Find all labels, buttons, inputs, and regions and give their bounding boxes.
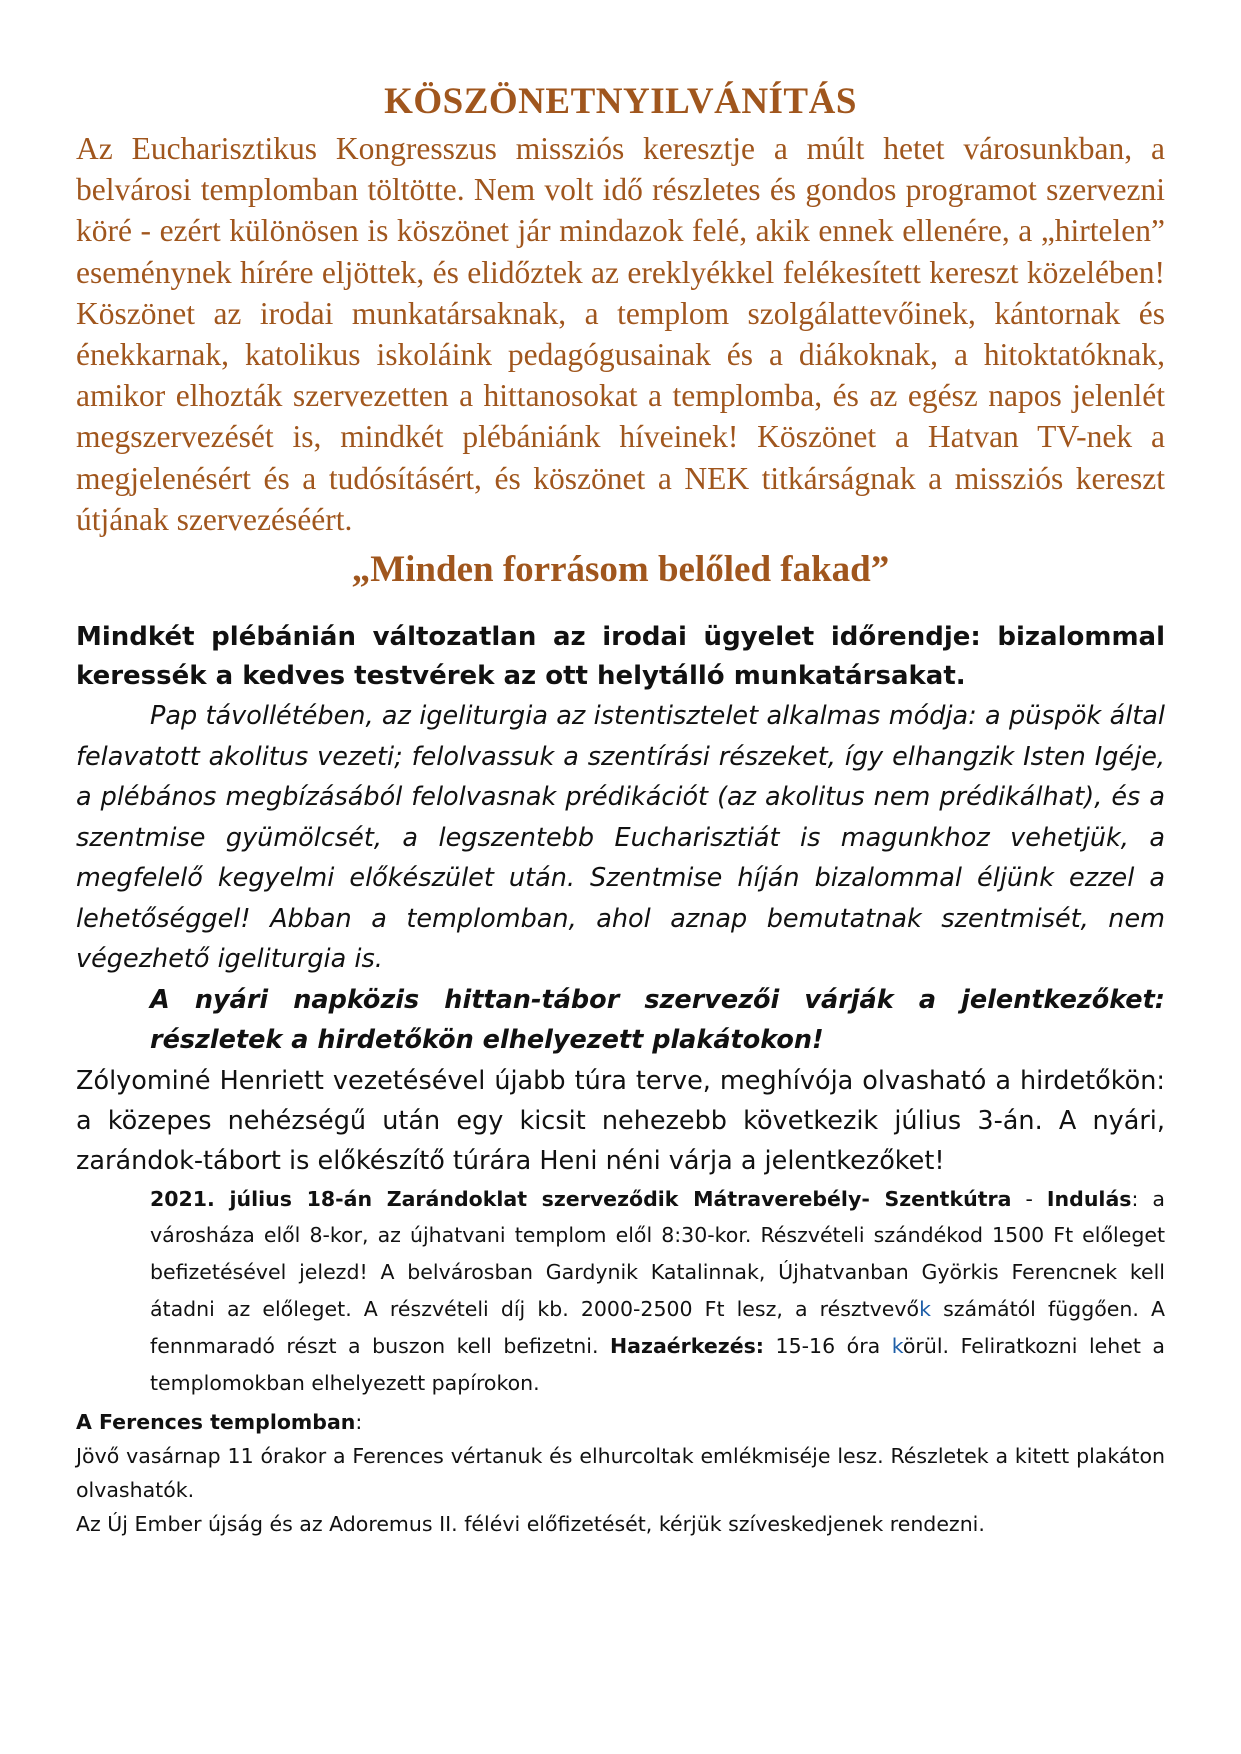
pilgrimage-blue-letter-1: k xyxy=(919,1296,931,1321)
pilgrimage-text-1: : a városháza elől 8-kor, az újhatvani templom elől 8:30-kor. Részvételi szándékod 1500 Ft előleget befizetésével jelezd! A belvárosban Gardynik Katalinnak, Újhatvanban Györkis Ferencnek kell átadni az előleget. A részvételi díj kb. 2000-2500 Ft lesz, a résztvevő xyxy=(150,1186,1165,1321)
liturgy-paragraph: Pap távollétében, az igeliturgia az istentisztelet alkalmas módja: a püspök által felavatott akolitus vezeti; felolvassuk a szentírási részeket, így elhangzik Isten Igéje, a plébános megbízásából felolvasnak prédikációt (az akolitus nem prédikálhat), és a szentmise gyümölcsét, a legszentebb Eucharisztiát is magunkhoz vehetjük, a megfelelő kegyelmi előkészület után. Szentmise híján bizalommal éljünk ezzel a lehetőséggel! Abban a templomban, ahol aznap bemutatnak szentmisét, nem végezhető igeliturgia is. xyxy=(76,701,1165,975)
subscription-paragraph: Az Új Ember újság és az Adoremus II. félévi előfizetését, kérjük szíveskedjenek rendezni. xyxy=(76,1512,985,1537)
motto-heading: „Minden forrásom belőled fakad” xyxy=(351,549,890,591)
office-notice: Mindkét plébánián változatlan az irodai ügyelet időrendje: bizalommal keressék a kedves testvérek az ott helytálló munkatársakat. xyxy=(76,622,1165,692)
tour-paragraph: Zólyominé Henriett vezetésével újabb túra terve, meghívója olvasható a hirdetőkön: a közepes nehézségű után egy kicsit nehezebb következik július 3-án. A nyári, zarándok-tábort is előkészítő túrára Heni néni várja a jelentkezőket! xyxy=(76,1065,1165,1176)
arrival-label: Hazaérkezés: xyxy=(610,1333,765,1358)
ferences-heading-colon: : xyxy=(355,1410,363,1435)
pilgrimage-paragraph xyxy=(150,1181,1165,1402)
pilgrimage-text-2: számától függően. A fennmaradó részt a buszon kell befizetni. xyxy=(150,1296,1165,1358)
pilgrimage-dash: - xyxy=(1011,1186,1047,1211)
camp-notice: A nyári napközis hittan-tábor szervezői várják a jelentkezőket: részletek a hirdetőkön elhelyezett plakátokon! xyxy=(150,984,1165,1056)
departure-label: Indulás xyxy=(1046,1186,1132,1211)
pilgrimage-blue-letter-2: k xyxy=(891,1333,903,1358)
pilgrimage-text-3: 15-16 óra xyxy=(764,1333,892,1358)
thanks-paragraph: Az Eucharisztikus Kongresszus missziós keresztje a múlt hetet városunkban, a belvárosi templomban töltötte. Nem volt idő részletes és gondos programot szervezni köré - ezért különösen is köszönet jár mindazok felé, akik ennek ellenére, a „hirtelen” eseménynek hírére eljöttek, és elidőztek az ereklyékkel felékesített kereszt közelében! Köszönet az irodai munkatársaknak, a templom szolgálattevőinek, kántornak és énekkarnak, katolikus iskoláink pedagógusainak és a diákoknak, a hitoktatóknak, amikor elhozták szervezetten a hittanosokat a templomba, és az egész napos jelenlét megszervezését is, mindkét plébániánk híveinek! Köszönet a Hatvan TV-nek a megjelenésért és a tudósításért, és köszönet a NEK titkárságnak a missziós kereszt útjának szervezéséért. xyxy=(76,131,1165,537)
ferences-paragraph: Jövő vasárnap 11 órakor a Ferences vértanuk és elhurcoltak emlékmiséje lesz. Részletek a kitett plakáton olvashatók. xyxy=(76,1444,1165,1503)
ferences-heading xyxy=(76,1405,1165,1439)
ferences-heading-text: A Ferences templomban xyxy=(76,1410,356,1435)
page-title: KÖSZÖNETNYILVÁNÍTÁS xyxy=(384,81,857,122)
bulletin-page xyxy=(76,76,1165,1541)
pilgrimage-text-4: örül. Feliratkozni lehet a templomokban elhelyezett papírokon. xyxy=(150,1333,1165,1395)
pilgrimage-title: 2021. július 18-án Zarándoklat szerveződik Mátraverebély- Szentkútra xyxy=(150,1186,1012,1211)
